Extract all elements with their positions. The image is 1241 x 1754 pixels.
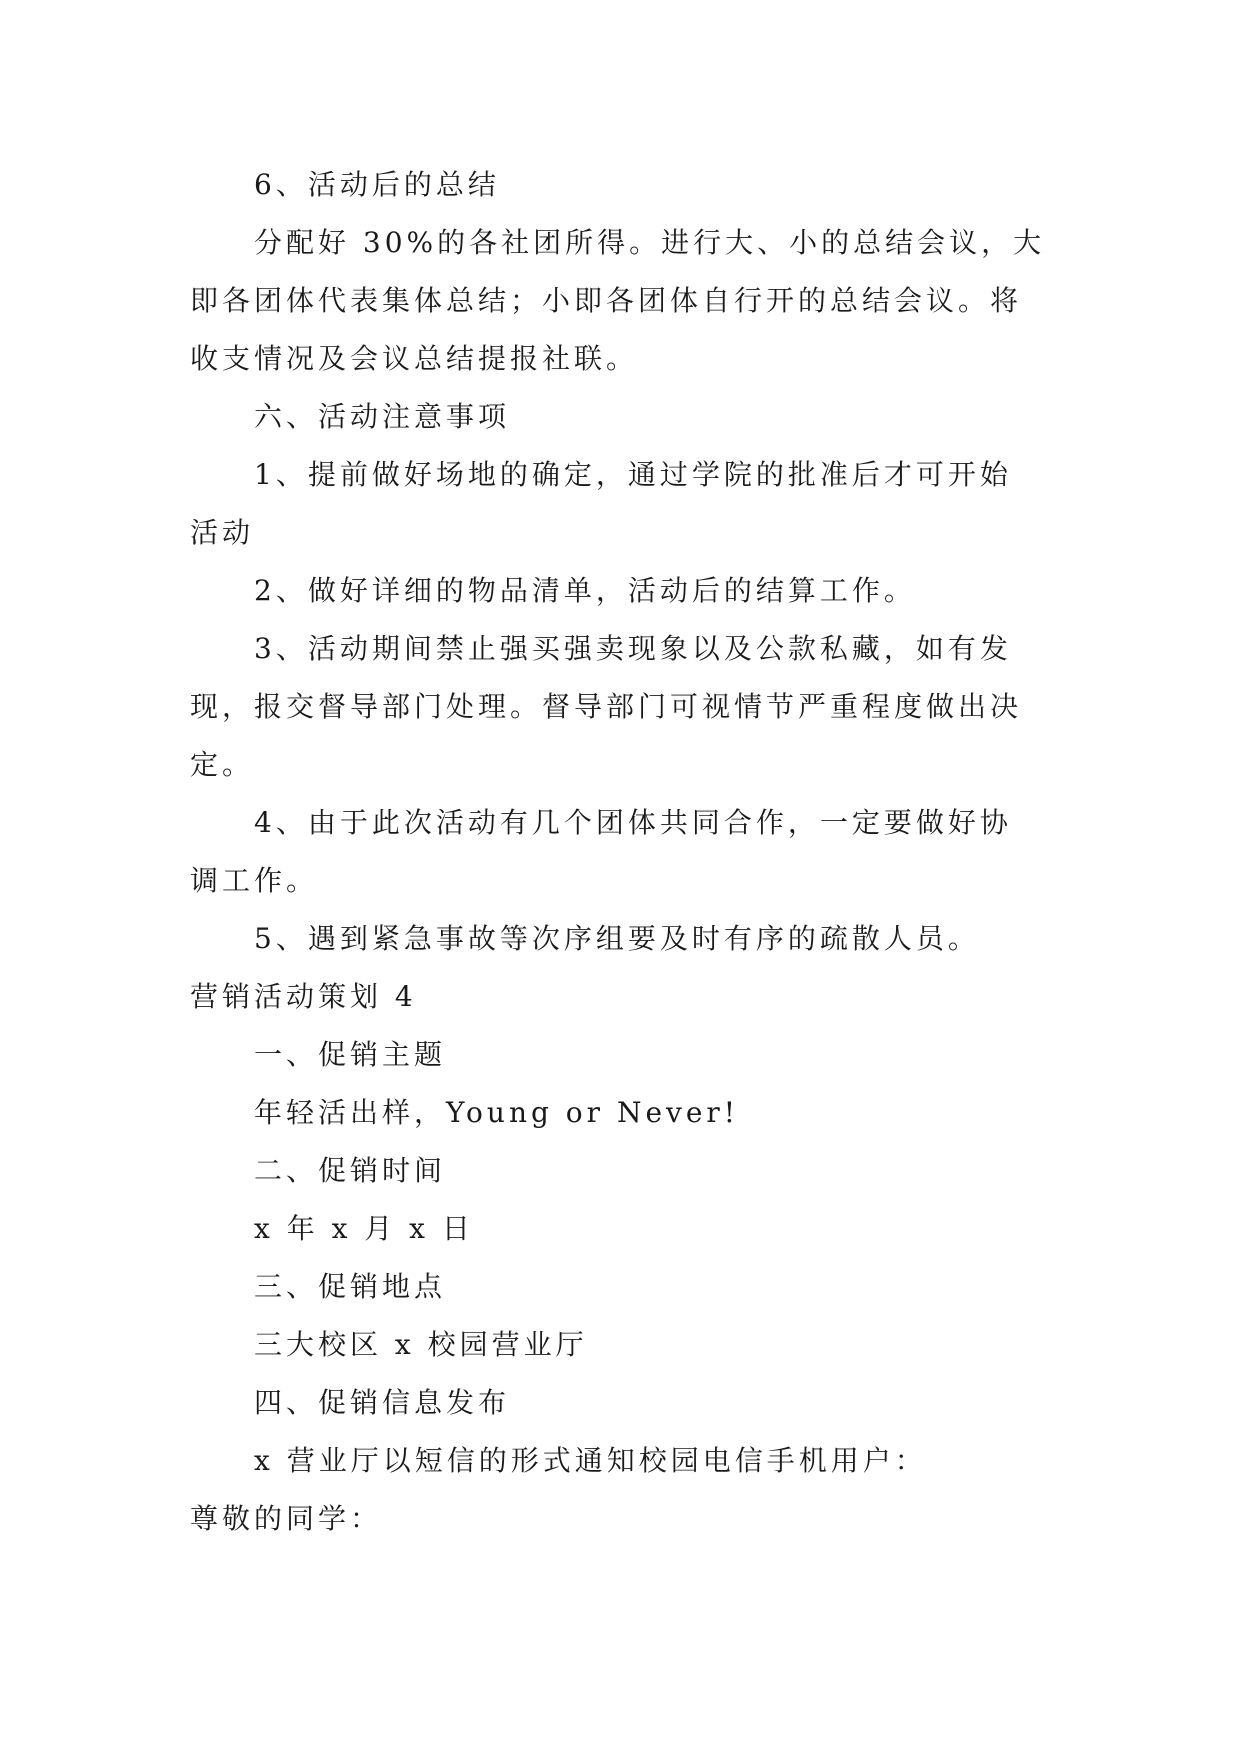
- section-heading: 一、促销主题: [254, 1038, 447, 1071]
- paragraph-line: 收支情况及会议总结提报社联。: [190, 342, 639, 375]
- paragraph-line: 即各团体代表集体总结；小即各团体自行开的总结会议。将: [190, 284, 1023, 317]
- paragraph-line: 3、活动期间禁止强买强卖现象以及公款私藏，如有发: [254, 632, 1012, 665]
- paragraph-line: x 年 x 月 x 日: [254, 1212, 474, 1245]
- paragraph-line: 1、提前做好场地的确定，通过学院的批准后才可开始: [254, 458, 1012, 491]
- document-title: 营销活动策划 4: [190, 980, 417, 1013]
- paragraph-line: 年轻活出样，Young or Never!: [254, 1096, 740, 1129]
- paragraph-line: 活动: [190, 516, 255, 549]
- section-heading: 六、活动注意事项: [254, 400, 511, 433]
- paragraph-line: x 营业厅以短信的形式通知校园电信手机用户：: [254, 1444, 927, 1477]
- paragraph-line: 分配好 30%的各社团所得。进行大、小的总结会议，大: [254, 226, 1046, 259]
- paragraph-line: 4、由于此次活动有几个团体共同合作，一定要做好协: [254, 806, 1012, 839]
- section-heading: 二、促销时间: [254, 1154, 447, 1187]
- summary-heading: 6、活动后的总结: [254, 168, 500, 201]
- paragraph-line: 5、遇到紧急事故等次序组要及时有序的疏散人员。: [254, 922, 980, 955]
- section-heading: 四、促销信息发布: [254, 1386, 511, 1419]
- paragraph-line: 尊敬的同学：: [190, 1502, 383, 1535]
- section-heading: 三、促销地点: [254, 1270, 447, 1303]
- paragraph-line: 三大校区 x 校园营业厅: [254, 1328, 588, 1361]
- paragraph-line: 2、做好详细的物品清单，活动后的结算工作。: [254, 574, 916, 607]
- paragraph-line: 现，报交督导部门处理。督导部门可视情节严重程度做出决: [190, 690, 1023, 723]
- paragraph-line: 调工作。: [190, 864, 319, 897]
- paragraph-line: 定。: [190, 748, 255, 781]
